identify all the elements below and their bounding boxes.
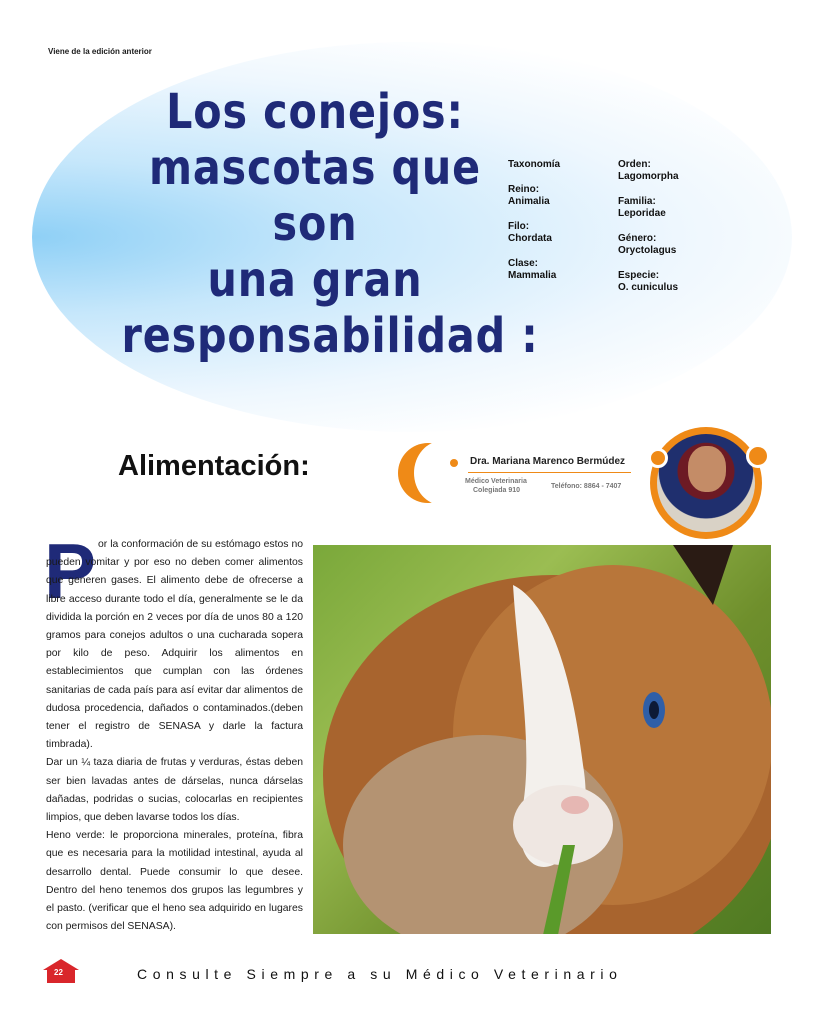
taxonomy-heading: Taxonomía: [508, 159, 561, 170]
taxonomy-value: Lagomorpha: [618, 171, 679, 182]
taxonomy-entry: [618, 196, 728, 220]
taxonomy-entry: [618, 159, 728, 183]
section-title: Alimentación:: [118, 450, 310, 482]
taxonomy-value: Animalia: [508, 196, 550, 207]
photo-decoration-dot-left: [648, 448, 668, 468]
author-registration: Colegiada 910: [473, 487, 521, 494]
page-number: 22: [54, 968, 63, 977]
title-line: una gran: [207, 252, 423, 308]
title-line: responsabilidad :: [121, 308, 539, 364]
taxonomy-value: O. cuniculus: [618, 282, 679, 293]
taxonomy-entry: [508, 184, 608, 208]
taxonomy-value: Chordata: [508, 233, 552, 244]
body-paragraph: Heno verde: le proporciona minerales, proteína, fibra que es necesaria para la motilidad intestinal, ayuda al desarrollo dental. Puede consumir lo que desee. Dentro del heno tenemos dos grupos las legumbres y el pasto. (verificar que el heno sea adquirido en lugares con permisos del SENASA).: [46, 830, 303, 933]
taxonomy-right-column: [618, 159, 728, 307]
rabbit-photo: [313, 545, 771, 934]
taxonomy-entry: [508, 221, 608, 245]
taxonomy-entry: [618, 233, 728, 257]
rabbit-illustration: [313, 545, 771, 934]
title-line: Los conejos:: [166, 84, 464, 140]
author-divider: [468, 472, 631, 473]
body-paragraph: or la conformación de su estómago estos no pueden vomitar y por eso no deben comer alimentos que generen gases. El alimento debe de ofrecerse a libre acceso durante todo el día, generalmente se le da dividida la porción en 2 veces por día de unos 80 a 120 gramos para conejos adultos o una cucharada sopera por kilo de peso. Adquirir los alimentos en establecimientos que cumplan con las órdenes sanitarias de cada país para así evitar dar alimentos de dudosa procedencia, dañados o contaminados.(deben tener el registro de SENASA y darle la factura timbrada).: [46, 539, 303, 751]
taxonomy-label: Filo:: [508, 221, 530, 232]
taxonomy-label: Familia:: [618, 196, 656, 207]
footer-slogan: Consulte Siempre a su Médico Veterinario: [137, 966, 623, 982]
taxonomy-left-column: [508, 159, 608, 295]
drop-cap: P: [44, 527, 97, 615]
author-name: Dra. Mariana Marenco Bermúdez: [470, 456, 626, 467]
title-line: mascotas que: [148, 140, 482, 196]
article-body: [44, 527, 303, 936]
title-line: son: [272, 196, 358, 252]
author-role: Médico Veterinaria: [465, 478, 527, 485]
author-crescent-mask: [414, 441, 470, 505]
taxonomy-entry: [508, 258, 608, 282]
taxonomy-value: Mammalia: [508, 270, 557, 281]
taxonomy-label: Clase:: [508, 258, 539, 269]
taxonomy-label: Especie:: [618, 270, 660, 281]
taxonomy-label: Género:: [618, 233, 657, 244]
taxonomy-value: Oryctolagus: [618, 245, 677, 256]
taxonomy-label: Reino:: [508, 184, 540, 195]
previous-edition-note: Viene de la edición anterior: [48, 47, 152, 56]
author-photo-face: [688, 446, 726, 492]
author-phone: Teléfono: 8864 - 7407: [551, 483, 622, 490]
taxonomy-entry: [618, 270, 728, 294]
taxonomy-value: Leporidae: [618, 208, 666, 219]
photo-decoration-dot-right: [746, 444, 770, 468]
body-paragraph: Dar un ¼ taza diaria de frutas y verduras, éstas deben ser bien lavadas antes de dárselas, nunca dárselas dañadas, podridas o sucias, colocarlas en recipientes limpios, que deben lavarse todos los días.: [46, 757, 303, 824]
author-bullet-icon: [450, 459, 458, 467]
taxonomy-label: Orden:: [618, 159, 651, 170]
